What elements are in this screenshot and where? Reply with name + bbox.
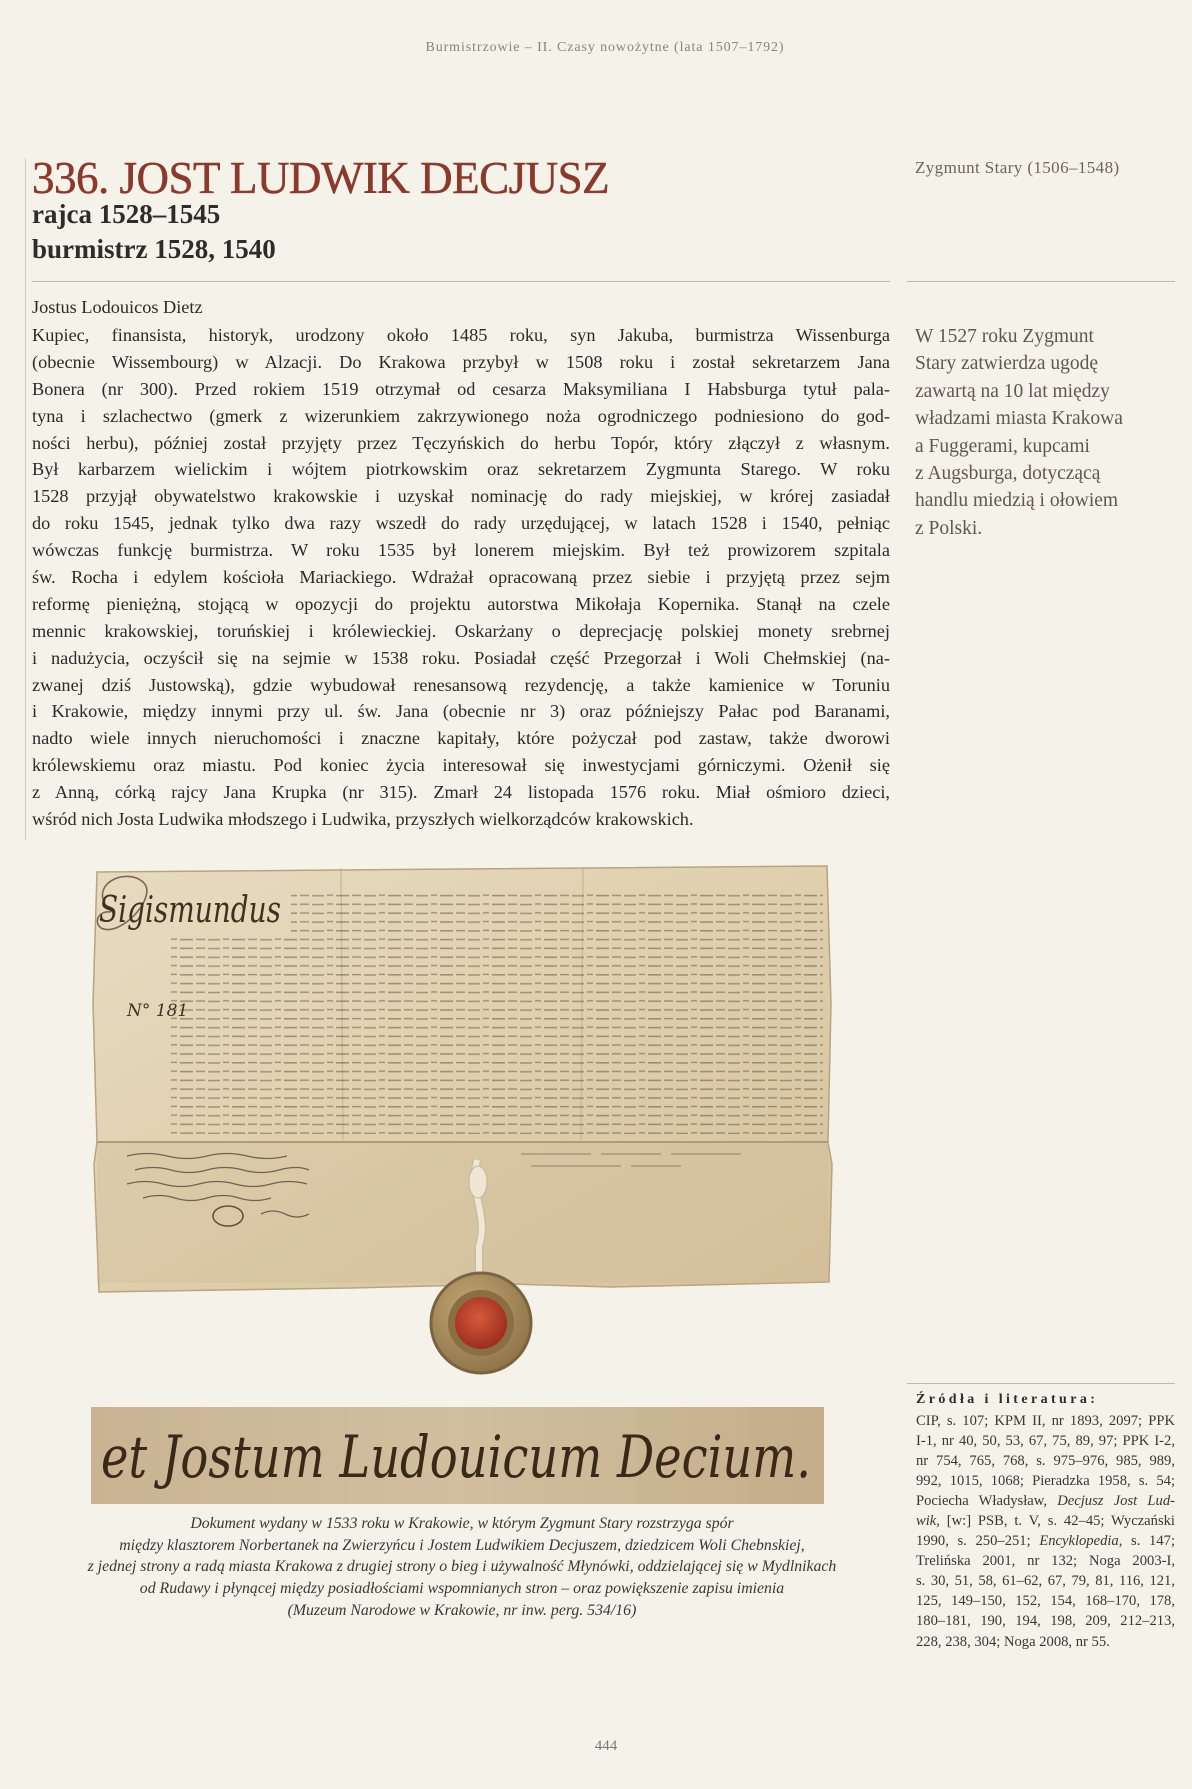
biography-line: i nadużycia, oczyścił się na sejmie w 1538 roku. Posiadał część Przegorzał i Woli Chełmskiej (na- (32, 647, 890, 668)
biography-line: zwanej dziś Justowską), gdzie wybudował renesansową rezydencję, a także kamienice w Toruniu (32, 674, 890, 695)
biography-line: św. Rocha i edylem kościoła Mariackiego. Wdrażał opracowaną przez siebie i przyjętą przez sejm (32, 567, 890, 588)
biography-line: wśród nich Josta Ludwika młodszego i Ludwika, przyszłych wielkorządców krakowskich. (32, 809, 694, 830)
sources-line: I-1, nr 40, 50, 53, 67, 75, 89, 97; PPK I-2, (916, 1432, 1175, 1449)
heading-divider (32, 281, 890, 282)
charter-photo (91, 864, 833, 1378)
sources-line: 180–181, 190, 194, 198, 209, 212–213, (916, 1613, 1175, 1630)
caption-line: między klasztorem Norbertanek na Zwierzyńcu i Jostem Ludwikiem Decjuszem, dziedzicem Woli Chebnskiej, (119, 1536, 805, 1554)
sources-title-italic: Encyklopedia (1039, 1533, 1119, 1550)
biography-line: z Anną, córką rajcy Jana Krupka (nr 315). Zmarł 24 listopada 1576 roku. Miał ośmioro dzieci, (32, 782, 890, 803)
sources-text: Pociecha Władysław, (916, 1492, 1058, 1509)
charter-initial-word: Sigismundus (99, 890, 281, 931)
biography-line: królewskiemu oraz miastu. Pod koniec życia interesował się inwestycjami górniczymi. Ożenił się (32, 755, 890, 776)
sidebar-note-line: z Augsburga, dotyczącą (915, 462, 1101, 484)
wax-seal-impression (455, 1297, 507, 1349)
sources-line: 125, 149–150, 152, 154, 168–170, 178, (916, 1593, 1175, 1610)
sources-text: [w:] PSB, t. V, s. 42–45; Wyczański (939, 1512, 1175, 1529)
biography-line: reformę pieniężną, stojącą w opozycji do projektu autorstwa Mikołaja Kopernika. Stanął na czele (32, 593, 890, 614)
biography-line: 1528 przyjął obywatelstwo krakowskie i uzyskał nominację do rady miejskiej, w krórej zasiadał (32, 486, 890, 507)
sidebar-reign: Zygmunt Stary (1506–1548) (915, 158, 1120, 177)
entry-title: 336. JOST LUDWIK DECJUSZ (32, 153, 610, 203)
seal-cord-knot (469, 1166, 487, 1198)
sidebar-note-line: zawartą na 10 lat między (915, 380, 1110, 402)
biography-line: Kupiec, finansista, historyk, urodzony około 1485 roku, syn Jakuba, burmistrza Wissenburga (32, 325, 890, 345)
left-margin-rule (25, 158, 26, 840)
charter-script-block (291, 888, 823, 936)
biography-line: do roku 1545, jednak tylko dwa razy wszedł do rady urzędującej, w latach 1528 i 1540, pełniąc (32, 513, 890, 534)
biography-line: nadto wiele innych nieruchomości i znaczne kapitały, które pożyczał pod zastaw, także dworowi (32, 728, 890, 749)
office-mayor: burmistrz 1528, 1540 (32, 234, 276, 264)
sources-line: nr 754, 765, 768, s. 975–976, 985, 989, (916, 1452, 1175, 1469)
sources-line (916, 1491, 1175, 1511)
sidebar-note (915, 323, 1123, 542)
caption-line: (Muzeum Narodowe w Krakowie, nr inw. perg. 534/16) (287, 1601, 637, 1619)
sources-line: CIP, s. 107; KPM II, nr 1893, 2097; PPK (916, 1412, 1175, 1429)
sources-line: Trelińska 2001, nr 132; Noga 2003-I, (916, 1553, 1175, 1570)
sidebar-note-line: władzami miasta Krakowa (915, 408, 1123, 430)
sidebar-note-line: handlu miedzią i ołowiem (915, 490, 1119, 512)
charter-shelfmark: N° 181 (127, 1001, 189, 1021)
sources-text: , s. 147; (1118, 1533, 1175, 1550)
office-councillor: rajca 1528–1545 (32, 199, 221, 229)
sources-line (916, 1531, 1175, 1551)
sources-list (916, 1411, 1175, 1652)
biography-line: tyna i szlachectwo (gmerk z wizerunkiem zakrzywionego noża ogrodniczego podniesiono do god- (32, 405, 890, 426)
sources-line: 992, 1015, 1068; Pieradzka 1958, s. 54; (916, 1472, 1175, 1489)
figure-caption (30, 1513, 894, 1621)
biography-line: i Krakowie, między innymi przy ul. św. Jana (obecnie nr 3) oraz późniejszy Pałac pod Baranami, (32, 701, 890, 722)
charter-lower-flap (97, 1143, 828, 1283)
biography-line: wówczas funkcję burmistrza. W roku 1535 był lonerem miejskim. Był też prowizorem szpitala (32, 540, 890, 561)
sources-divider (907, 1383, 1175, 1384)
biography-paragraph (32, 322, 890, 833)
caption-line: z jednej strony a radą miasta Krakowa z drugiej strony o bieg i używalność Młynówki, oddzielającej się w Mydlnikach (87, 1558, 837, 1576)
biography-line: Był karbarzem wielickim i wójtem piotrkowskim oraz sekretarzem Zygmunta Starego. W roku (32, 459, 890, 480)
sources-heading: Źródła i literatura: (916, 1392, 1099, 1407)
caption-line: Dokument wydany w 1533 roku w Krakowie, w którym Zygmunt Stary rozstrzyga spór (190, 1515, 734, 1532)
caption-line: od Rudawy i płynącej między posiadłościami wspomnianych stron – oraz powiększenie zapisu imienia (139, 1580, 785, 1598)
sidebar-note-line: z Polski. (915, 517, 983, 539)
sidebar-divider (907, 281, 1175, 282)
sources-line (916, 1511, 1175, 1531)
sources-text: 1990, s. 250–251; (916, 1533, 1040, 1550)
page-number: 444 (594, 1738, 618, 1754)
sources-title-italic: wik, (916, 1512, 940, 1529)
biography-line: ności herbu), później został przyjęty przez Tęczyńskich do herbu Topór, który złączył z własnym. (32, 432, 890, 453)
sources-line: 228, 238, 304; Noga 2008, nr 55. (916, 1633, 1110, 1650)
biography-line: Bonera (nr 300). Przed rokiem 1519 otrzymał od cesarza Maksymiliana I Habsburga tytuł pala- (32, 378, 890, 399)
charter-script-block (171, 936, 823, 1134)
latin-name: Jostus Lodouicos Dietz (32, 297, 203, 317)
sidebar-note-line: Stary zatwierdza ugodę (915, 353, 1099, 375)
signature-detail-image (91, 1407, 824, 1504)
sidebar-note-line: W 1527 roku Zygmunt (915, 326, 1094, 347)
sources-title-italic: Decjusz Jost Lud- (1057, 1492, 1175, 1509)
running-header: Burmistrzowie – II. Czasy nowożytne (lata 1507–1792) (425, 40, 785, 55)
sidebar-note-line: a Fuggerami, kupcami (915, 435, 1090, 457)
biography-line: mennic krakowskiej, toruńskiej i królewieckiej. Oskarżany o deprecjację polskiej monety srebrnej (32, 620, 890, 641)
sources-line: s. 30, 51, 58, 61–62, 67, 79, 81, 116, 121, (916, 1573, 1175, 1590)
biography-line: (obecnie Wissembourg) w Alzacji. Do Krakowa przybył w 1508 roku i został sekretarzem Jana (32, 351, 890, 372)
detail-handwriting: et Jostum Ludouicum Decium. (101, 1423, 811, 1491)
